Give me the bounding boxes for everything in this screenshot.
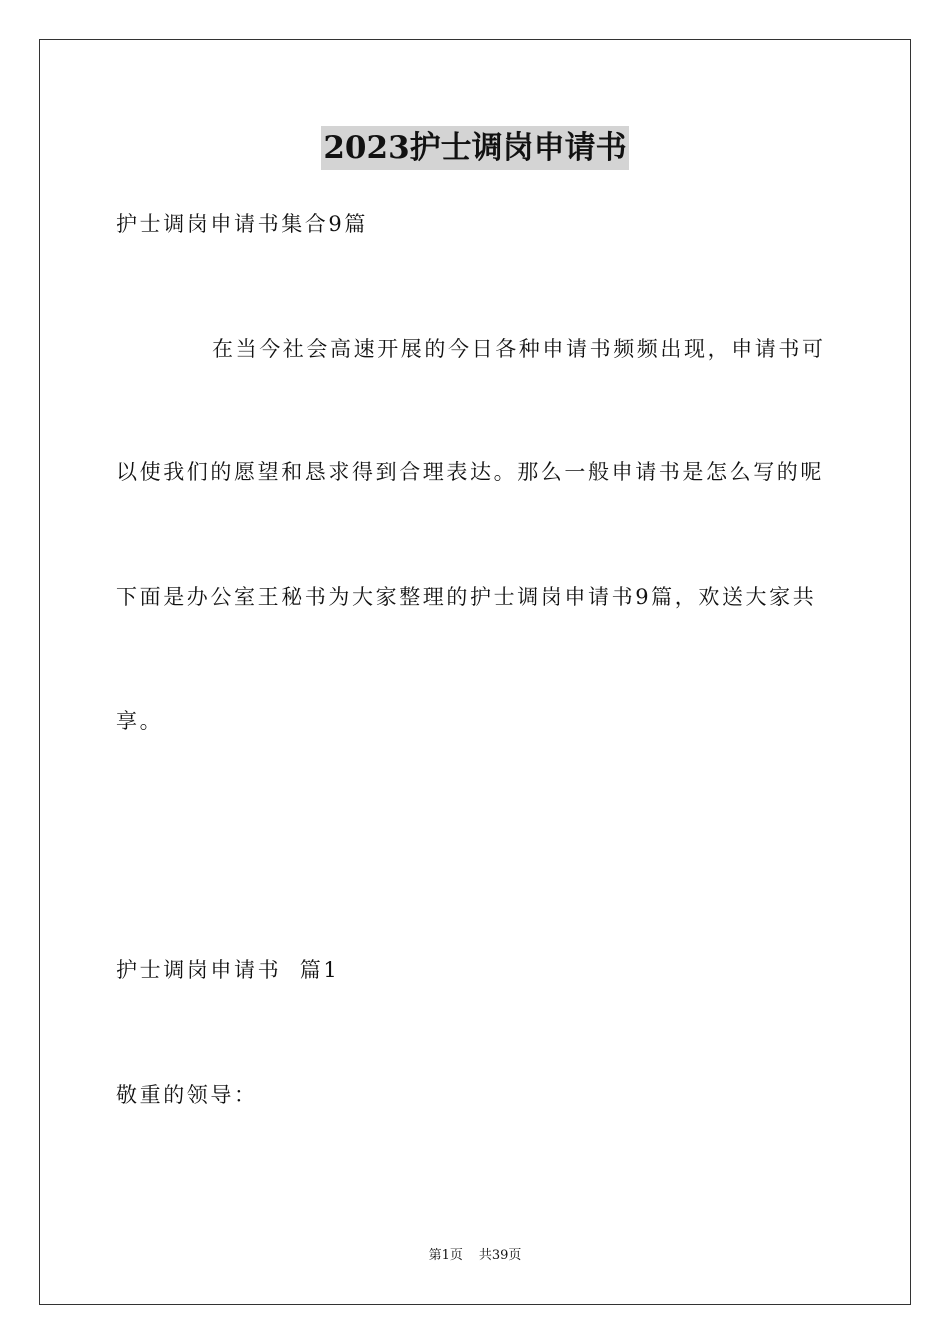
intro-line: 享。 bbox=[116, 709, 164, 733]
page-number: 第1页 bbox=[428, 1248, 463, 1263]
page-footer bbox=[0, 1247, 950, 1265]
page-total: 共39页 bbox=[478, 1248, 522, 1263]
salutation: 敬重的领导： bbox=[116, 1083, 258, 1107]
document-title: 2023护士调岗申请书 bbox=[321, 126, 628, 170]
intro-line: 在当今社会高速开展的今日各种申请书频频出现，申请书可 bbox=[212, 337, 826, 361]
document-subtitle: 护士调岗申请书集合9篇 bbox=[116, 212, 368, 236]
intro-line: 以使我们的愿望和恳求得到合理表达。那么一般申请书是怎么写的呢 bbox=[116, 460, 824, 484]
intro-line: 下面是办公室王秘书为大家整理的护士调岗申请书9篇，欢送大家共 bbox=[116, 585, 817, 609]
title-container bbox=[0, 126, 950, 170]
section-heading: 护士调岗申请书 篇1 bbox=[116, 958, 340, 982]
